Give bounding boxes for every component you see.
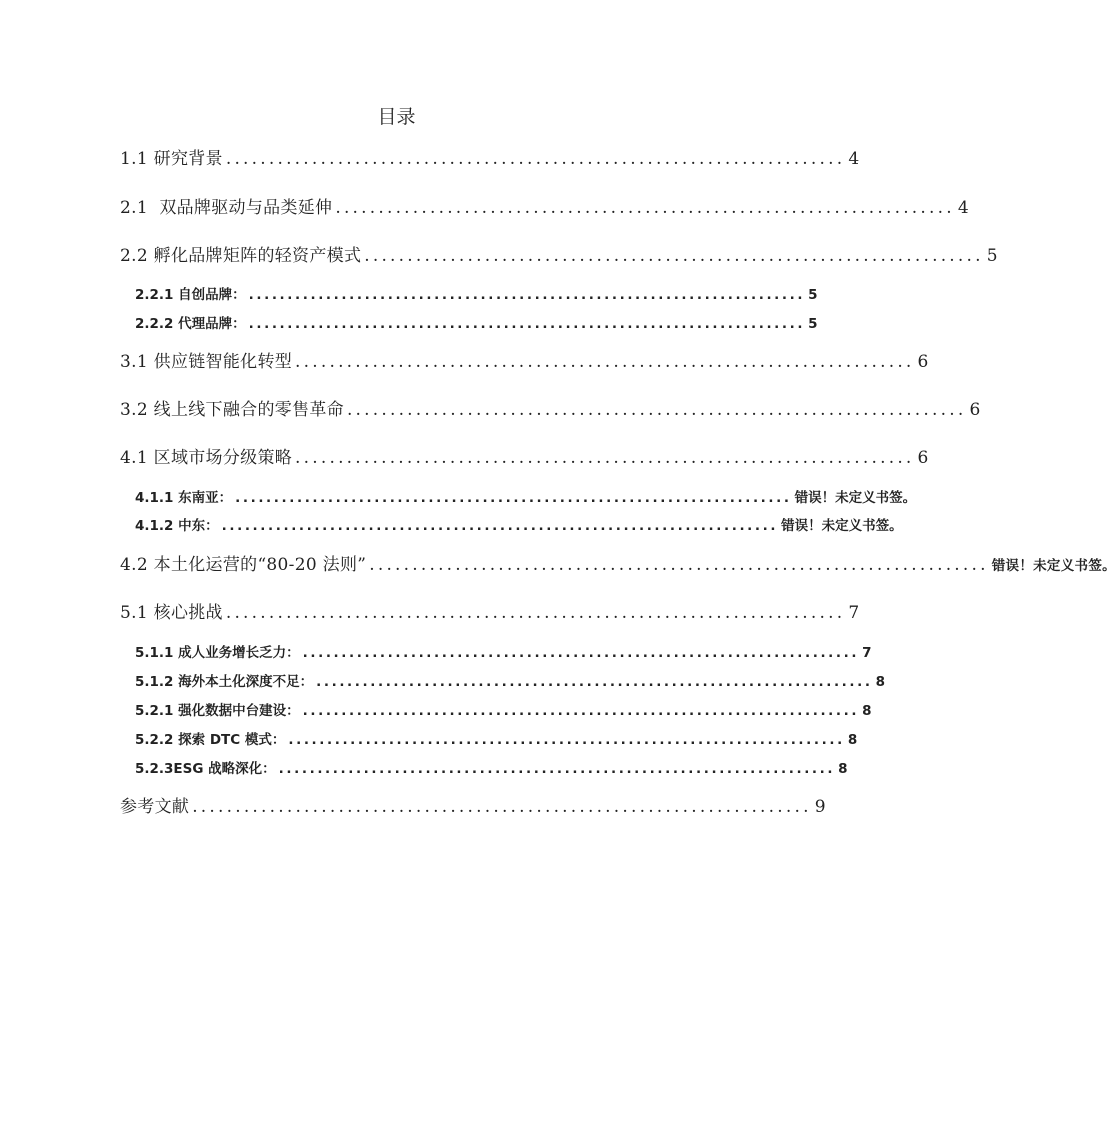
dot-leader: ........................................................................ [288, 732, 845, 748]
toc-entry-label: 2.2.2 代理品牌： [135, 316, 246, 332]
toc-entry-3-1[interactable] [120, 350, 929, 374]
toc-entry-5-2-3[interactable] [135, 759, 848, 779]
toc-entry-label: 4.1.2 中东： [135, 518, 219, 534]
dot-leader: ........................................................................ [295, 352, 915, 372]
toc-entry-2-2[interactable] [120, 244, 998, 268]
toc-entry-4-1-1[interactable] [135, 488, 917, 508]
toc-entry-3-2[interactable] [120, 398, 981, 422]
toc-entry-label: 5.2.1 强化数据中台建设： [135, 703, 300, 719]
toc-entry-2-1[interactable] [120, 196, 969, 220]
toc-entry-2-2-1[interactable] [135, 285, 818, 305]
toc-entry-label: 4.2 本土化运营的“80-20 法则” [120, 555, 367, 575]
toc-entry-label: 4.1.1 东南亚： [135, 490, 233, 506]
toc-entry-label: 2.2 孵化品牌矩阵的轻资产模式 [120, 246, 362, 266]
toc-entry-5-2-1[interactable] [135, 701, 872, 721]
toc-entry-page: 6 [917, 352, 929, 372]
toc-entry-5-1[interactable] [120, 601, 860, 625]
dot-leader: ........................................................................ [295, 448, 915, 468]
toc-title: 目录 [377, 106, 416, 128]
toc-entry-label: 5.2.2 探索 DTC 模式： [135, 732, 286, 748]
toc-entry-label: 5.1 核心挑战 [120, 603, 223, 623]
toc-entry-page: 8 [875, 674, 885, 690]
toc-entry-page: 5 [808, 287, 818, 303]
toc-entry-page: 5 [808, 316, 818, 332]
toc-entry-page: 7 [862, 645, 872, 661]
toc-entry-page: 错误！未定义书签。 [794, 490, 917, 506]
toc-entry-label: 参考文献 [120, 797, 190, 817]
toc-entry-4-1[interactable] [120, 446, 929, 470]
dot-leader: ........................................................................ [346, 400, 967, 420]
dot-leader: ........................................................................ [248, 316, 806, 332]
toc-entry-page: 6 [917, 448, 929, 468]
dot-leader: ........................................................................ [225, 149, 846, 169]
toc-entry-5-1-1[interactable] [135, 643, 872, 663]
toc-entry-references[interactable] [120, 795, 826, 819]
toc-entry-label: 4.1 区域市场分级策略 [120, 448, 293, 468]
toc-entry-page: 8 [862, 703, 872, 719]
toc-entry-label: 5.1.1 成人业务增长乏力： [135, 645, 300, 661]
toc-entry-page: 4 [957, 198, 969, 218]
dot-leader: ........................................................................ [364, 246, 984, 266]
toc-entry-page: 4 [848, 149, 860, 169]
toc-entry-2-2-2[interactable] [135, 314, 818, 334]
dot-leader: ........................................................................ [302, 703, 860, 719]
dot-leader: ........................................................................ [192, 797, 812, 817]
toc-entry-page: 9 [814, 797, 826, 817]
toc-entry-4-1-2[interactable] [135, 516, 903, 536]
dot-leader: ........................................................................ [278, 761, 836, 777]
toc-entry-label: 5.1.2 海外本土化深度不足： [135, 674, 314, 690]
toc-entry-label: 3.1 供应链智能化转型 [120, 352, 293, 372]
toc-entry-page: 7 [848, 603, 860, 623]
toc-entry-label: 1.1 研究背景 [120, 149, 223, 169]
toc-entry-label: 5.2.3ESG 战略深化： [135, 761, 276, 777]
toc-entry-label: 2.1 双品牌驱动与品类延伸 [120, 198, 333, 218]
toc-entry-5-1-2[interactable] [135, 672, 885, 692]
dot-leader: ........................................................................ [225, 603, 846, 623]
toc-entry-label: 3.2 线上线下融合的零售革命 [120, 400, 344, 420]
toc-entry-1-1[interactable] [120, 147, 860, 171]
dot-leader: ........................................................................ [248, 287, 806, 303]
toc-entry-4-2[interactable] [120, 553, 1116, 578]
dot-leader: ........................................................................ [302, 645, 860, 661]
toc-entry-page: 8 [847, 732, 858, 748]
toc-entry-page: 错误！未定义书签。 [781, 518, 903, 534]
dot-leader: ........................................................................ [235, 490, 792, 506]
toc-entry-label: 2.2.1 自创品牌： [135, 287, 246, 303]
toc-entry-page: 6 [969, 400, 981, 420]
toc-entry-5-2-2[interactable] [135, 730, 858, 750]
dot-leader: ........................................................................ [369, 555, 989, 575]
dot-leader: ........................................................................ [221, 518, 779, 534]
dot-leader: ........................................................................ [335, 198, 955, 218]
toc-entry-page: 8 [838, 761, 848, 777]
dot-leader: ........................................................................ [316, 674, 873, 690]
toc-entry-page: 5 [986, 246, 998, 266]
toc-entry-page: 错误！未定义书签。 [991, 558, 1116, 574]
